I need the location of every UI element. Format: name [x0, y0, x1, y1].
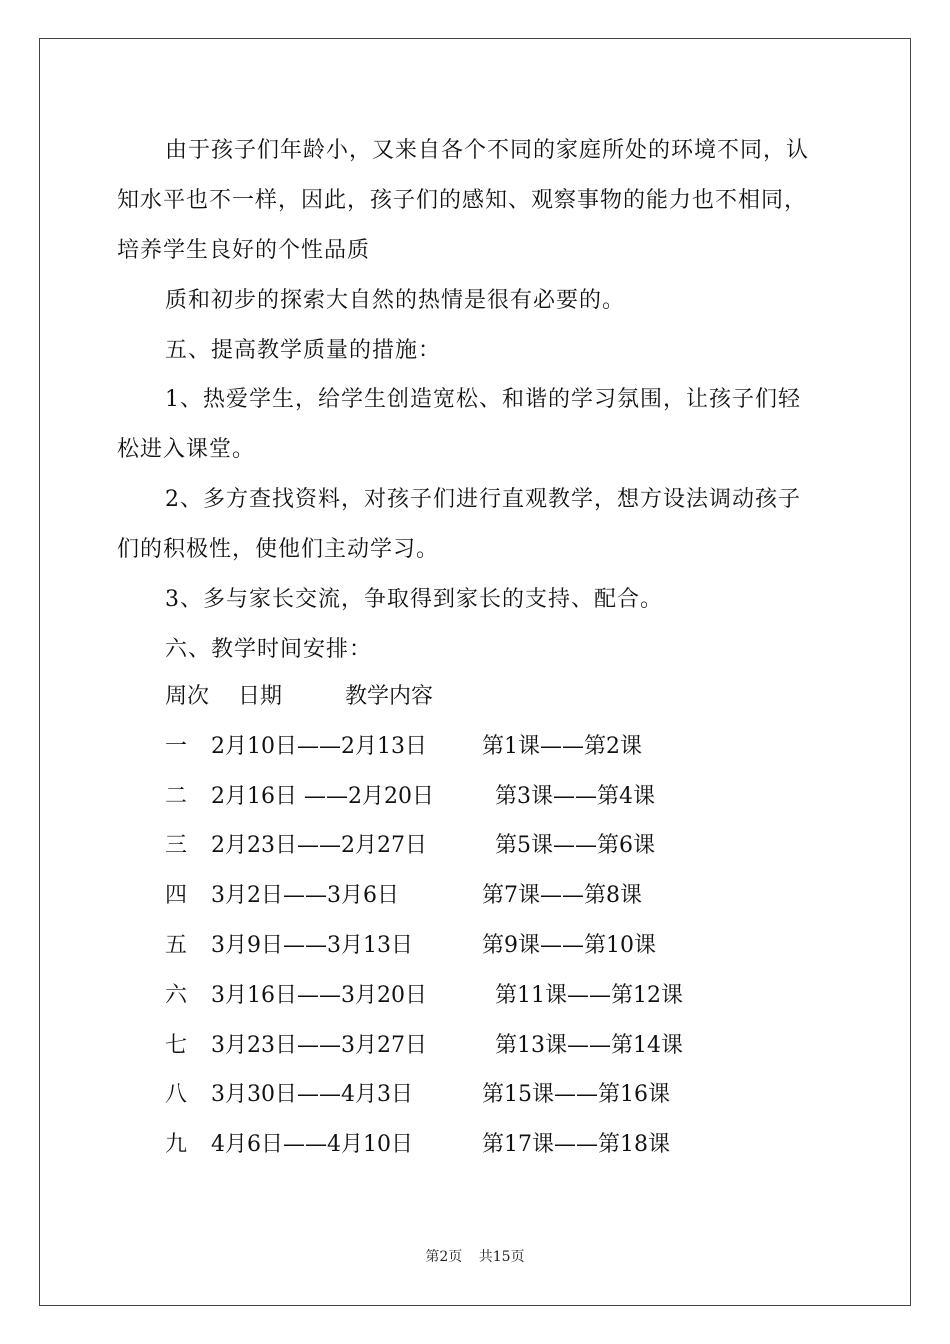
schedule-week: 七	[165, 1033, 188, 1058]
paragraph-line: 们的积极性，使他们主动学习。	[117, 537, 440, 562]
page-footer	[0, 1246, 950, 1266]
paragraph-line: 由于孩子们年龄小，又来自各个不同的家庭所处的环境不同，认	[165, 138, 810, 163]
schedule-content: 第15课——第16课	[482, 1082, 670, 1107]
paragraph-line: 松进入课堂。	[117, 437, 256, 462]
schedule-date: 3月2日——3月6日	[211, 883, 399, 908]
schedule-week: 四	[165, 883, 188, 908]
schedule-content: 第7课——第8课	[482, 883, 642, 908]
schedule-header-date: 日期	[238, 684, 283, 709]
schedule-date: 2月16日 ——2月20日	[211, 784, 434, 809]
paragraph-line: 质和初步的探索大自然的热情是很有必要的。	[165, 288, 626, 313]
schedule-date: 4月6日——4月10日	[211, 1132, 413, 1157]
schedule-date: 3月9日——3月13日	[211, 933, 413, 958]
schedule-header-content: 教学内容	[345, 684, 434, 709]
schedule-date: 3月23日——3月27日	[211, 1033, 427, 1058]
schedule-content: 第9课——第10课	[482, 933, 656, 958]
page-border	[39, 38, 911, 1306]
paragraph-line: 2、多方查找资料，对孩子们进行直观教学，想方设法调动孩子	[165, 487, 801, 512]
schedule-date: 2月23日——2月27日	[211, 833, 427, 858]
section-heading: 六、教学时间安排：	[165, 637, 373, 662]
schedule-week: 三	[165, 833, 188, 858]
schedule-week: 八	[165, 1082, 188, 1107]
section-heading: 五、提高教学质量的措施：	[165, 338, 442, 363]
page-total: 共15页	[478, 1249, 525, 1265]
schedule-week: 五	[165, 933, 188, 958]
schedule-week: 六	[165, 983, 188, 1008]
schedule-content: 第1课——第2课	[482, 734, 642, 759]
schedule-date: 2月10日——2月13日	[211, 734, 427, 759]
schedule-content: 第3课——第4课	[495, 784, 655, 809]
schedule-week: 二	[165, 784, 188, 809]
schedule-date: 3月30日——4月3日	[211, 1082, 413, 1107]
schedule-content: 第13课——第14课	[495, 1033, 683, 1058]
schedule-content: 第11课——第12课	[495, 983, 683, 1008]
page-number: 第2页	[425, 1249, 463, 1265]
schedule-week: 九	[165, 1132, 188, 1157]
paragraph-line: 3、多与家长交流，争取得到家长的支持、配合。	[165, 587, 663, 612]
schedule-content: 第5课——第6课	[495, 833, 655, 858]
schedule-week: 一	[165, 734, 188, 759]
paragraph-line: 知水平也不一样，因此，孩子们的感知、观察事物的能力也不相同，	[117, 188, 808, 213]
schedule-date: 3月16日——3月20日	[211, 983, 427, 1008]
paragraph-line: 培养学生良好的个性品质	[117, 238, 371, 263]
schedule-header-week: 周次	[165, 684, 210, 709]
paragraph-line: 1、热爱学生，给学生创造宽松、和谐的学习氛围，让孩子们轻	[165, 387, 801, 412]
schedule-content: 第17课——第18课	[482, 1132, 670, 1157]
